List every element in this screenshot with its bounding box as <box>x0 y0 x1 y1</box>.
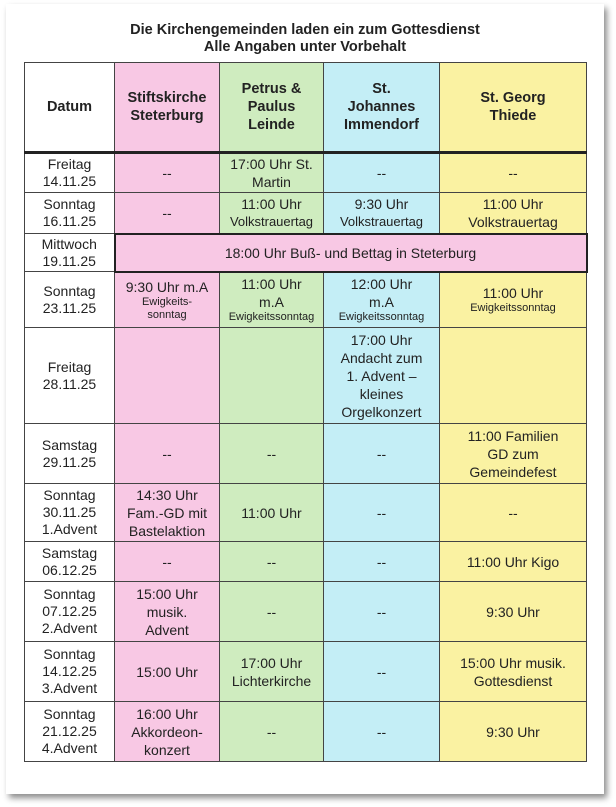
date-text: Mittwoch <box>41 235 97 252</box>
header-text: Thiede <box>489 108 537 124</box>
cell-text: Bastelaktion <box>128 522 206 539</box>
date-text: 4.Advent <box>41 740 98 756</box>
table-row <box>25 272 587 328</box>
cell-text: 11:00 Uhr Kigo <box>466 553 560 570</box>
table-row <box>25 582 587 642</box>
date-text: 23.11.25 <box>42 299 97 316</box>
cell-text: -- <box>266 553 277 570</box>
cell-text: 1. Advent – <box>346 367 417 384</box>
cell-stiftskirche <box>115 424 220 484</box>
date-cell <box>25 193 115 234</box>
cell-text: 12:00 Uhr <box>350 276 413 293</box>
date-text: 06.12.25 <box>42 561 97 578</box>
cell-st-johannes <box>324 542 440 582</box>
cell-text: 17:00 Uhr <box>240 654 303 671</box>
cell-st-johannes <box>324 272 440 328</box>
cell-st-johannes <box>324 582 440 642</box>
cell-text: -- <box>162 165 172 181</box>
cell-st-johannes <box>324 193 440 234</box>
cell-text: Lichterkirche <box>231 672 312 689</box>
header-text: Steterburg <box>130 108 204 124</box>
title-line-1: Die Kirchengemeinden laden ein zum Gottesdienst <box>130 22 480 38</box>
date-text: 1.Advent <box>41 521 98 537</box>
cell-text: 15:00 Uhr <box>136 663 198 680</box>
cell-text: -- <box>162 445 172 462</box>
cell-text: Volkstrauertag <box>339 213 424 229</box>
cell-text: 17:00 Uhr <box>350 331 413 348</box>
cell-text: Martin <box>252 174 291 190</box>
cell-stiftskirche <box>115 642 220 702</box>
date-text: 28.11.25 <box>42 375 97 392</box>
cell-text: 11:00 Familien <box>467 427 559 444</box>
cell-text: Orgelkonzert <box>341 403 422 420</box>
cell-st-johannes <box>324 642 440 702</box>
cell-petrus-paulus <box>220 542 324 582</box>
title-line-2: Alle Angaben unter Vorbehalt <box>203 39 407 55</box>
cell-stiftskirche <box>115 702 220 762</box>
cell-text: 9:30 Uhr <box>354 195 409 212</box>
cell-text: m.A <box>369 294 394 311</box>
cell-stiftskirche <box>115 484 220 542</box>
date-text: Sonntag <box>43 586 96 602</box>
cell-st-georg <box>440 272 587 328</box>
cell-text: -- <box>266 445 277 462</box>
date-text: Sonntag <box>43 282 96 299</box>
cell-text: Akkordeon- <box>131 723 203 740</box>
date-cell <box>25 702 115 762</box>
header-text: St. <box>372 81 391 97</box>
cell-small-text: Ewigkeits- <box>141 295 193 308</box>
cell-text: -- <box>376 504 387 521</box>
table-row <box>25 702 587 762</box>
cell-text: -- <box>162 553 172 570</box>
cell-text: -- <box>376 603 387 620</box>
cell-text: -- <box>266 723 277 740</box>
header-text: Johannes <box>347 99 416 115</box>
cell-st-johannes <box>324 484 440 542</box>
date-text: 29.11.25 <box>42 453 97 470</box>
cell-text: 11:00 Uhr <box>241 195 302 212</box>
cell-stiftskirche <box>115 542 220 582</box>
cell-stiftskirche <box>115 582 220 642</box>
cell-st-johannes <box>324 153 440 193</box>
cell-small-text: Ewigkeitssonntag <box>338 311 425 324</box>
header-text: Petrus & <box>241 81 302 97</box>
cell-st-georg <box>440 484 587 542</box>
cell-st-georg <box>440 328 587 424</box>
table-row <box>25 193 587 234</box>
date-text: 3.Advent <box>41 680 98 696</box>
cell-text: Volkstrauertag <box>468 213 558 230</box>
date-cell <box>25 484 115 542</box>
cell-petrus-paulus <box>220 153 324 193</box>
header-text: Immendorf <box>344 117 419 133</box>
header-st-georg <box>440 63 587 153</box>
cell-st-johannes <box>324 424 440 484</box>
date-cell <box>25 272 115 328</box>
date-cell <box>25 234 115 272</box>
cell-st-johannes <box>324 702 440 762</box>
date-cell <box>25 582 115 642</box>
cell-petrus-paulus <box>220 582 324 642</box>
service-schedule-table <box>24 62 588 762</box>
cell-st-georg <box>440 702 587 762</box>
cell-petrus-paulus <box>220 272 324 328</box>
cell-st-georg <box>440 193 587 234</box>
cell-text: 16:00 Uhr <box>136 705 198 722</box>
date-cell <box>25 542 115 582</box>
date-text: Samstag <box>41 436 98 453</box>
cell-st-georg <box>440 424 587 484</box>
date-text: Freitag <box>47 156 92 172</box>
date-text: 14.12.25 <box>42 663 97 679</box>
cell-small-text: sonntag <box>147 308 187 321</box>
cell-text: 9:30 Uhr <box>486 603 540 620</box>
header-datum: Datum <box>25 63 115 153</box>
document-page <box>6 4 604 794</box>
cell-small-text: Ewigkeitssonntag <box>228 311 315 324</box>
date-text: Sonntag <box>43 196 96 212</box>
cell-text: Volkstrauertag <box>229 213 314 229</box>
cell-text: Fam.-GD mit <box>126 504 208 521</box>
date-text: Sonntag <box>43 487 96 503</box>
cell-stiftskirche <box>115 193 220 234</box>
cell-text: 17:00 Uhr St. <box>230 156 313 172</box>
cell-text: m.A <box>259 294 284 311</box>
cell-stiftskirche <box>115 153 220 193</box>
page-title <box>6 22 604 56</box>
table-row <box>25 234 587 272</box>
table-row <box>25 642 587 702</box>
cell-petrus-paulus <box>220 484 324 542</box>
cell-text: 11:00 Uhr <box>482 195 544 212</box>
cell-text: -- <box>376 663 387 680</box>
table-row <box>25 424 587 484</box>
date-text: 21.12.25 <box>42 723 97 739</box>
cell-petrus-paulus <box>220 193 324 234</box>
date-cell <box>25 328 115 424</box>
cell-st-georg <box>440 153 587 193</box>
date-text: Samstag <box>41 544 98 561</box>
cell-text: Advent <box>145 621 189 638</box>
cell-text: 15:00 Uhr <box>136 585 198 602</box>
cell-st-georg <box>440 542 587 582</box>
header-text: Paulus <box>247 99 296 115</box>
table-row <box>25 153 587 193</box>
cell-text: -- <box>508 504 518 521</box>
cell-text: 14:30 Uhr <box>136 486 198 503</box>
cell-st-johannes <box>324 328 440 424</box>
date-text: 07.12.25 <box>42 603 97 619</box>
header-stiftskirche <box>115 63 220 153</box>
table-row <box>25 484 587 542</box>
cell-text: 11:00 Uhr <box>482 285 544 302</box>
cell-text: 11:00 Uhr <box>241 504 302 521</box>
cell-text: 11:00 Uhr <box>241 276 302 293</box>
date-text: 16.11.25 <box>42 213 97 229</box>
table-row <box>25 542 587 582</box>
date-text: Freitag <box>47 358 92 375</box>
cell-text: konzert <box>144 741 190 758</box>
cell-text: -- <box>266 603 277 620</box>
cell-text: -- <box>376 165 387 181</box>
cell-text: Gottesdienst <box>473 672 553 689</box>
header-text: Leinde <box>248 117 295 133</box>
cell-stiftskirche <box>115 272 220 328</box>
cell-petrus-paulus <box>220 642 324 702</box>
cell-small-text: Ewigkeitssonntag <box>470 302 556 315</box>
date-cell <box>25 424 115 484</box>
cell-text: -- <box>376 723 387 740</box>
cell-text: 15:00 Uhr musik. <box>460 654 566 671</box>
cell-petrus-paulus <box>220 702 324 762</box>
date-text: 19.11.25 <box>42 252 96 269</box>
cell-text: -- <box>376 553 387 570</box>
cell-text: Andacht zum <box>340 349 423 366</box>
cell-st-georg <box>440 582 587 642</box>
header-row <box>25 63 587 153</box>
cell-text: -- <box>376 445 387 462</box>
cell-text: -- <box>162 204 172 221</box>
date-cell <box>25 153 115 193</box>
cell-text: musik. <box>146 603 188 620</box>
header-text: St. Georg <box>480 90 546 106</box>
cell-petrus-paulus <box>220 328 324 424</box>
cell-text: 9:30 Uhr m.A <box>125 278 209 295</box>
cell-stiftskirche <box>115 328 220 424</box>
date-text: Sonntag <box>43 706 96 722</box>
cell-text: kleines <box>359 385 404 402</box>
cell-text: -- <box>508 165 518 181</box>
table-row <box>25 328 587 424</box>
cell-text: 9:30 Uhr <box>486 723 540 740</box>
cell-petrus-paulus <box>220 424 324 484</box>
cell-combined-service: 18:00 Uhr Buß- und Bettag in Steterburg <box>115 234 587 272</box>
date-text: Sonntag <box>43 646 96 662</box>
header-petrus-paulus <box>220 63 324 153</box>
date-text: 14.11.25 <box>42 173 97 189</box>
date-text: 2.Advent <box>41 620 98 636</box>
cell-st-georg <box>440 642 587 702</box>
date-text: 30.11.25 <box>42 504 97 520</box>
cell-text: GD zum <box>487 445 539 462</box>
header-st-johannes <box>324 63 440 153</box>
header-text: Stiftskirche <box>127 90 207 106</box>
date-cell <box>25 642 115 702</box>
cell-text: Gemeindefest <box>469 463 557 480</box>
